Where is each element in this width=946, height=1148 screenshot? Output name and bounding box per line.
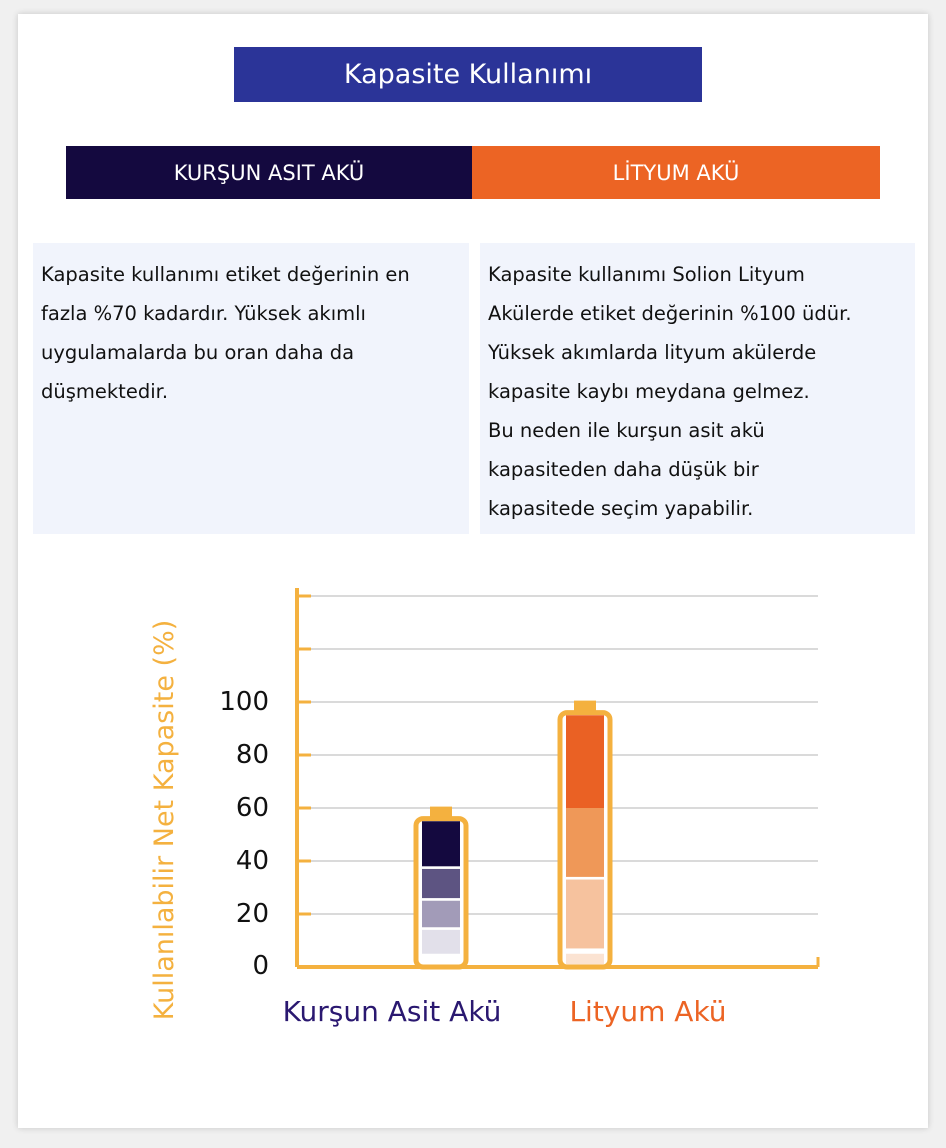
lithium-header: LİTYUM AKÜ	[472, 146, 880, 199]
description-line: Akülerde etiket değerinin %100 üdür.	[488, 302, 852, 325]
description-line: Bu neden ile kurşun asit akü	[488, 419, 765, 442]
y-tick-label: 80	[235, 740, 269, 770]
bar-segment	[422, 821, 460, 866]
description-line: uygulamalarda bu oran daha da	[41, 341, 355, 364]
x-category-label: Kurşun Asit Akü	[282, 995, 502, 1028]
description-line: kapasitede seçim yapabilir.	[488, 497, 754, 520]
y-tick-label: 100	[219, 687, 269, 717]
lead-acid-header: KURŞUN ASIT AKÜ	[66, 146, 472, 199]
bar-segment	[566, 954, 604, 965]
bar-segment	[422, 901, 460, 928]
y-axis-title: Kullanılabilir Net Kapasite (%)	[149, 619, 180, 1021]
description-line: Kapasite kullanımı etiket değerinin en	[41, 263, 410, 286]
page-title: Kapasite Kullanımı	[234, 47, 702, 102]
description-line: Kapasite kullanımı Solion Lityum	[488, 263, 805, 286]
description-line: kapasite kaybı meydana gelmez.	[488, 380, 810, 403]
description-line: fazla %70 kadardır. Yüksek akımlı	[41, 302, 366, 325]
y-tick-label: 40	[235, 846, 269, 876]
description-line: Yüksek akımlarda lityum akülerde	[488, 341, 817, 364]
x-category-label: Lityum Akü	[569, 995, 727, 1028]
y-tick-label: 60	[235, 793, 269, 823]
bar-segment	[566, 715, 604, 808]
y-tick-label: 0	[252, 951, 269, 981]
description-line: kapasiteden daha düşük bir	[488, 458, 759, 481]
bar-segment	[422, 930, 460, 954]
bar-segment	[566, 808, 604, 877]
description-line: düşmektedir.	[41, 380, 169, 403]
bar-segment	[422, 869, 460, 898]
battery-terminal	[430, 807, 452, 817]
battery-terminal	[574, 701, 596, 711]
bar-segment	[566, 880, 604, 949]
y-tick-label: 20	[235, 899, 269, 929]
